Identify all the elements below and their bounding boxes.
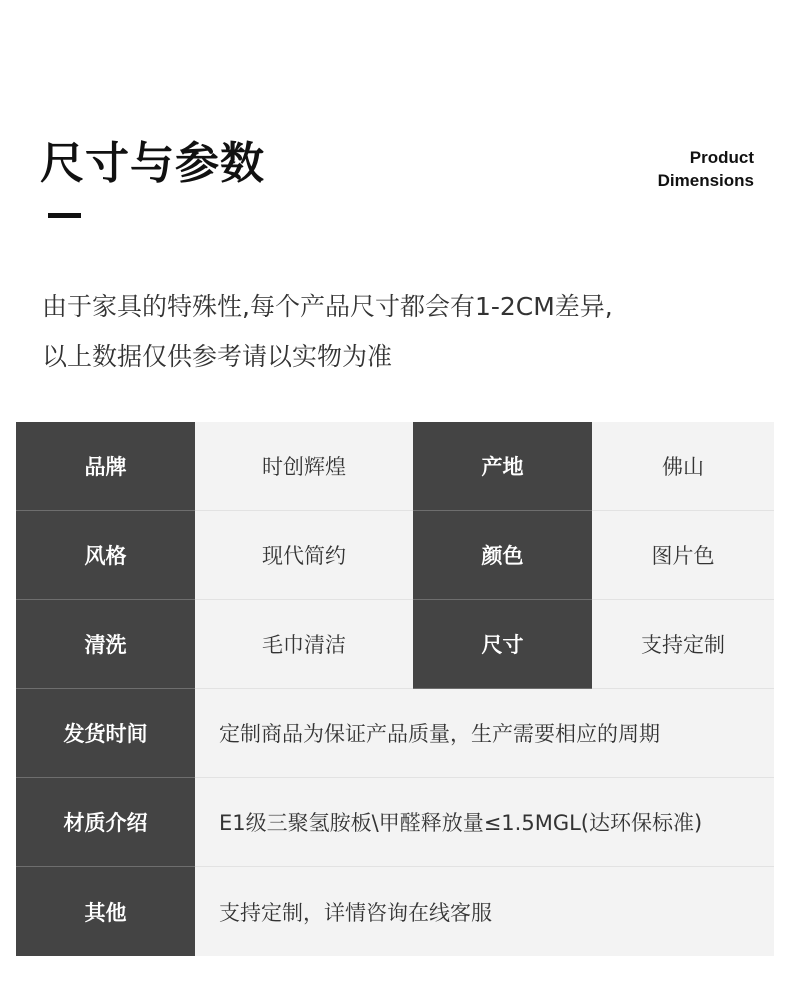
title-underline: [48, 213, 81, 218]
brand-label: 品牌: [16, 422, 195, 511]
spec-row-cleaning-size: [16, 600, 774, 689]
color-label: 颜色: [413, 511, 592, 600]
intro-line-2: 以上数据仅供参考请以实物为准: [42, 342, 393, 371]
material-label: 材质介绍: [16, 778, 195, 867]
origin-value: 佛山: [592, 422, 774, 511]
cleaning-label: 清洗: [16, 600, 195, 689]
spec-row-brand-origin: [16, 422, 774, 511]
spec-row-other: [16, 867, 774, 956]
delivery-value: 定制商品为保证产品质量，生产需要相应的周期: [195, 689, 774, 778]
cleaning-value: 毛巾清洁: [195, 600, 413, 689]
size-label: 尺寸: [413, 600, 592, 689]
intro-line-1: 由于家具的特殊性,每个产品尺寸都会有1-2CM差异,: [42, 292, 613, 321]
origin-label: 产地: [413, 422, 592, 511]
other-value: 支持定制，详情咨询在线客服: [195, 867, 774, 956]
spec-row-style-color: [16, 511, 774, 600]
delivery-label: 发货时间: [16, 689, 195, 778]
intro-note: [42, 282, 762, 382]
subtitle-line-2: Dimensions: [657, 171, 754, 190]
page-title: 尺寸与参数: [40, 138, 265, 189]
material-value: E1级三聚氢胺板\甲醛释放量≤1.5MGL(达环保标准): [195, 778, 774, 867]
spec-table: [16, 422, 774, 956]
size-value: 支持定制: [592, 600, 774, 689]
brand-value: 时创辉煌: [195, 422, 413, 511]
style-value: 现代简约: [195, 511, 413, 600]
spec-row-delivery: [16, 689, 774, 778]
style-label: 风格: [16, 511, 195, 600]
other-label: 其他: [16, 867, 195, 956]
page-subtitle: [658, 146, 754, 192]
spec-row-material: [16, 778, 774, 867]
subtitle-line-1: Product: [689, 148, 754, 167]
color-value: 图片色: [592, 511, 774, 600]
